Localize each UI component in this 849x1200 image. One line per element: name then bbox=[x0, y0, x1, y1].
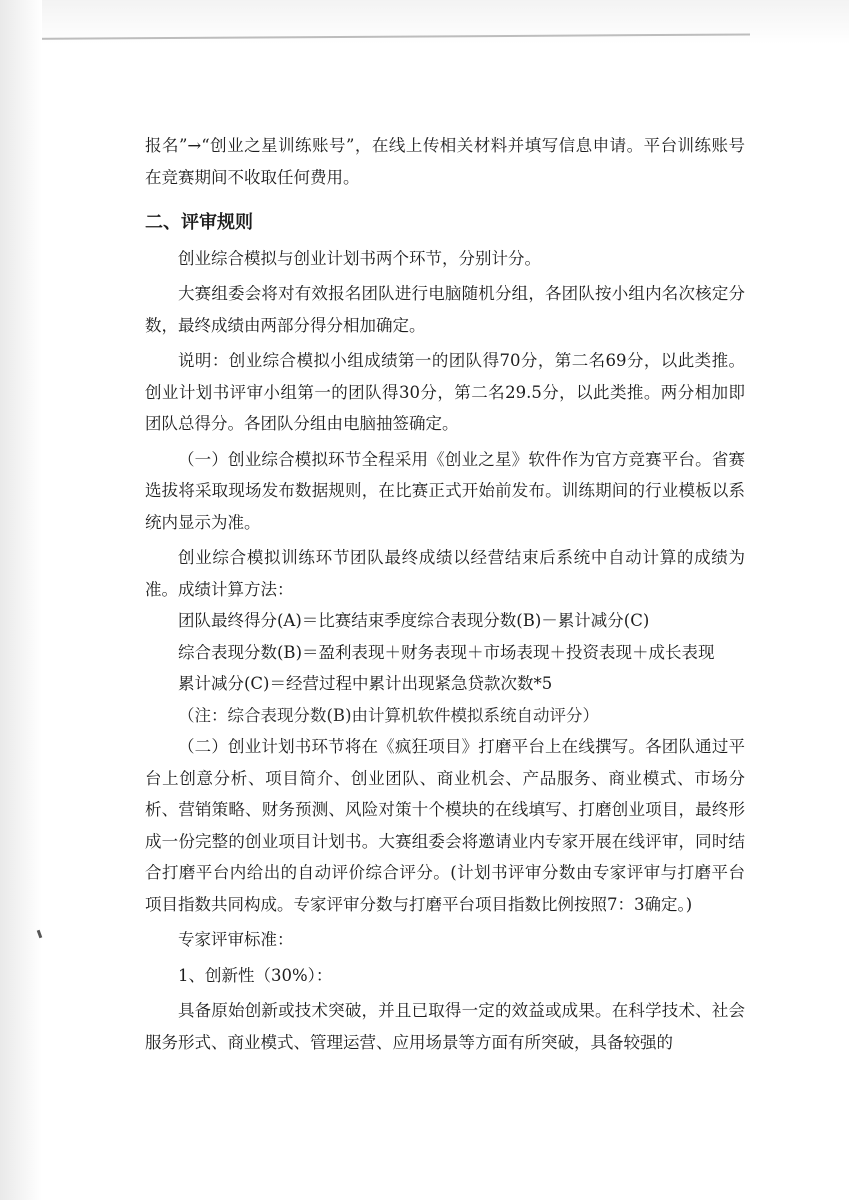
formula-composite-score: 综合表现分数(B)＝盈利表现＋财务表现＋市场表现＋投资表现＋成长表现 bbox=[178, 642, 715, 662]
paragraph-innovation-criterion: 1、创新性（30%）： bbox=[178, 965, 333, 985]
paragraph-scoring-note: 说明：创业综合模拟小组成绩第一的团队得70分，第二名69分，以此类推。创业计划书评审小组第一的团队得30分，第二名29.5分，以此类推。两分相加即团队总得分。各团队分组由电脑抽签确定。 bbox=[145, 351, 745, 433]
paragraph-simulation-platform: （一）创业综合模拟环节全程采用《创业之星》软件作为官方竞赛平台。省赛选拔将采取现场发布数据规则，在比赛正式开始前发布。训练期间的行业模板以系统内显示为准。 bbox=[145, 449, 745, 532]
paragraph-registration: 报名”→“创业之星训练账号”，在线上传相关材料并填写信息申请。平台训练账号在竞赛期间不收取任何费用。 bbox=[145, 136, 745, 187]
paragraph-expert-criteria: 专家评审标准： bbox=[178, 930, 294, 949]
formula-final-score: 团队最终得分(A)＝比赛结束季度综合表现分数(B)－累计减分(C) bbox=[178, 611, 650, 630]
paragraph-grouping: 大赛组委会将对有效报名团队进行电脑随机分组，各团队按小组内名次核定分数，最终成绩由两部分得分相加确定。 bbox=[145, 284, 745, 335]
formula-deduction: 累计减分(C)＝经营过程中累计出现紧急贷款次数*5 bbox=[178, 674, 553, 693]
section-heading-review-rules: 二、评审规则 bbox=[145, 212, 253, 233]
paragraph-two-parts: 创业综合模拟与创业计划书两个环节，分别计分。 bbox=[178, 248, 541, 268]
paragraph-business-plan: （二）创业计划书环节将在《疯狂项目》打磨平台上在线撰写。各团队通过平台上创意分析、项目简介、创业团队、商业机会、产品服务、商业模式、市场分析、营销策略、财务预测、风险对策十个模块的在线填写、打磨创业项目，最终形成一份完整的创业项目计划书。大赛组委会将邀请业内专家开展在线评审，同时结合打磨平台内给出的自动评价综合评分。(计划书评审分数由专家评审与打磨平台项目指数共同构成。专家评审分数与打磨平台项目指数比例按照7：3确定。) bbox=[145, 737, 745, 914]
note-auto-scoring: （注：综合表现分数(B)由计算机软件模拟系统自动评分） bbox=[178, 705, 599, 725]
paragraph-innovation-detail: 具备原始创新或技术突破，并且已取得一定的效益或成果。在科学技术、社会服务形式、商业模式、管理运营、应用场景等方面有所突破，具备较强的 bbox=[145, 1001, 745, 1052]
scan-left-shading bbox=[0, 0, 42, 1200]
paragraph-final-score: 创业综合模拟训练环节团队最终成绩以经营结束后系统中自动计算的成绩为准。成绩计算方法： bbox=[145, 548, 745, 599]
document-page bbox=[145, 130, 745, 1058]
